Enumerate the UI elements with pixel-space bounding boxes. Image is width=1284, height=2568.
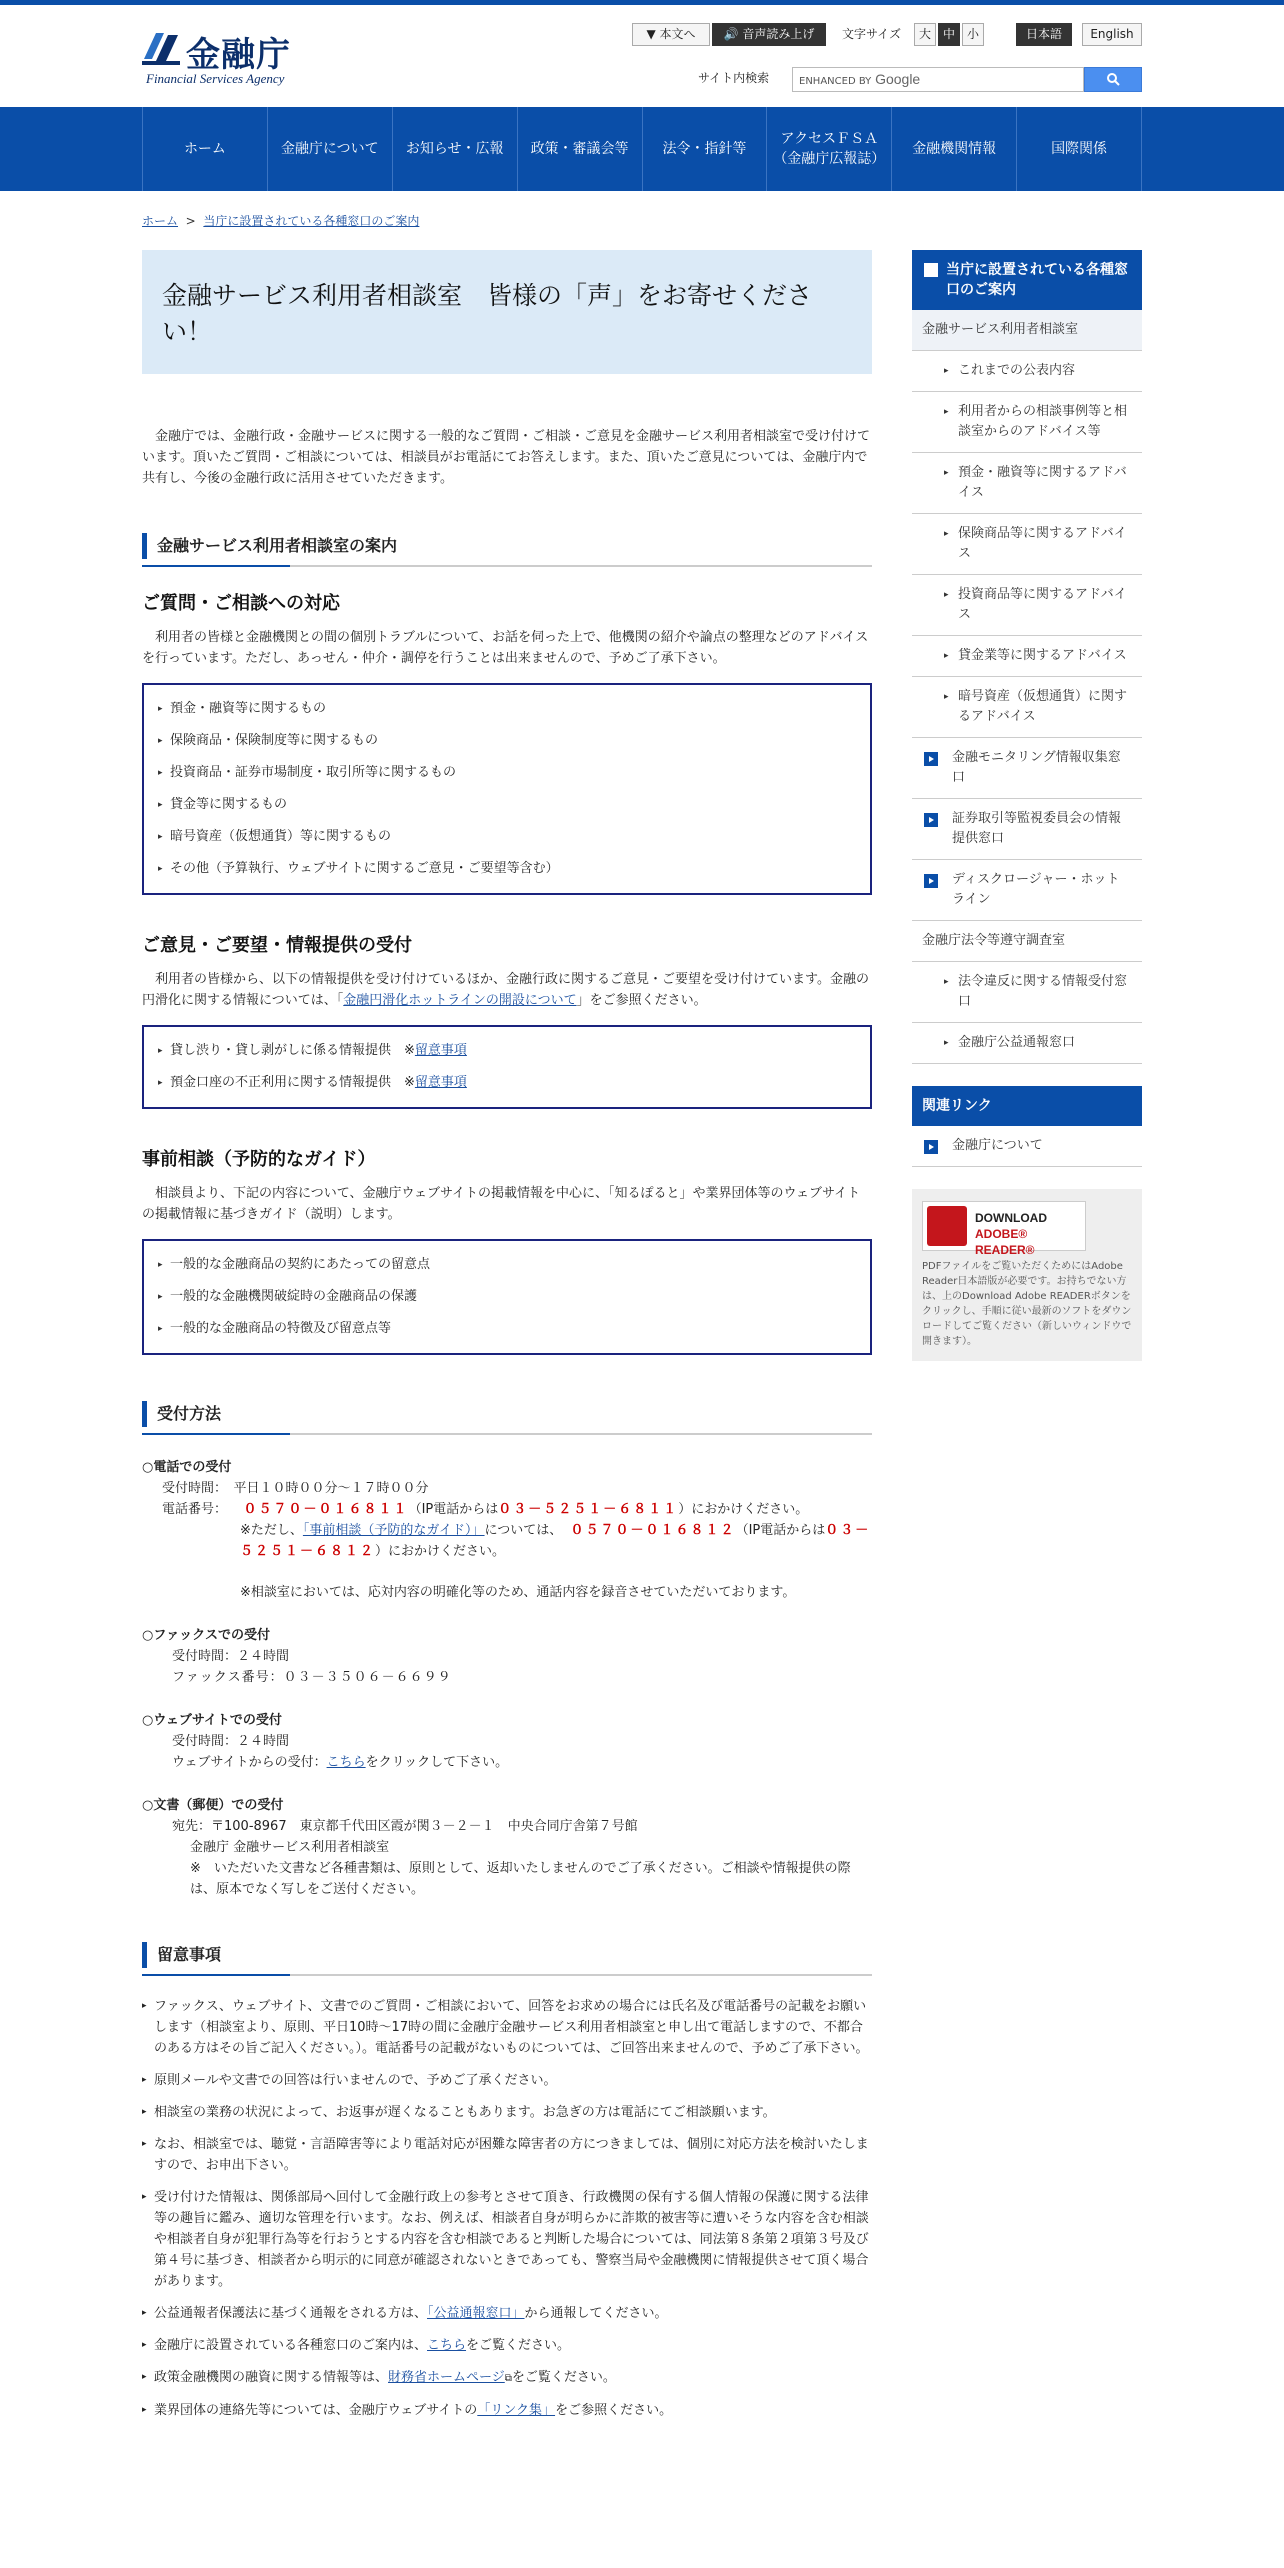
font-size-small-button[interactable]: 小: [962, 23, 984, 46]
sidebar-subitem-6[interactable]: ▸ 暗号資産（仮想通貨）に関するアドバイス: [912, 677, 1142, 738]
list-item: [142, 2303, 872, 2324]
phone-heading: ○電話での受付: [142, 1460, 232, 1475]
adobe-label-line2: ADOBE® READER®: [975, 1227, 1035, 1257]
questions-text: 利用者の皆様と金融機関との間の個別トラブルについて、お話を伺った上で、他機関の紹介や論点の整理などのアドバイスを行っています。ただし、あっせん・仲介・調停を行うことは出来ませんので、予めご了承下さい。: [142, 630, 869, 666]
logo-english-text: Financial Services Agency: [146, 71, 285, 86]
list-item: [158, 1067, 856, 1099]
arrow-box-icon: [924, 1140, 938, 1154]
section-reception: [142, 1401, 872, 1900]
phone-ip-number-2: ０３－５２５１－６８１２: [240, 1523, 871, 1559]
phone-ip-prefix: （IP電話からは: [408, 1502, 499, 1517]
adobe-pdf-icon: [927, 1206, 967, 1246]
sidebar-compliance-item-0[interactable]: ▸ 法令違反に関する情報受付窓口: [912, 962, 1142, 1023]
sidebar-link-label: ディスクロージャー・ホットライン: [952, 872, 1120, 907]
list-item: ▸ 一般的な金融商品の契約にあたっての留意点: [158, 1249, 856, 1281]
mof-link[interactable]: 財務省ホームページ: [388, 2370, 505, 2385]
list-item: ▸ その他（予算執行、ウェブサイトに関するご意見・ご要望等含む）: [158, 853, 856, 885]
adobe-label-line1: DOWNLOAD: [975, 1211, 1047, 1225]
whistleblower-link[interactable]: 「公益通報窓口」: [427, 2306, 525, 2321]
sidebar-link-1[interactable]: [912, 799, 1142, 860]
adobe-note: PDFファイルをご覧いただくためにはAdobe Reader日本語版が必要です。お持ちでない方は、上のDownload Adobe READERボタンをクリックし、手順に従い最新のソフトをダウンロードしてご覧ください（新しいウィンドウで開きます）。: [922, 1261, 1132, 1347]
phone-number: ０５７０－０１６８１１: [243, 1502, 409, 1517]
section-notes: [142, 1942, 872, 2421]
subheading-opinions: ご意見・ご要望・情報提供の受付: [142, 935, 412, 956]
logo-japanese-text: 金融庁: [186, 35, 291, 75]
lang-english-button[interactable]: English: [1082, 23, 1142, 46]
page-title-box: [142, 250, 872, 374]
phone-number-label: 電話番号：: [162, 1502, 228, 1517]
phone-reception: [142, 1457, 872, 1603]
list-item-text: をご参照ください。: [555, 2403, 673, 2418]
adobe-download-button[interactable]: [922, 1201, 1086, 1257]
list-item: ▸ 保険商品・保険制度等に関するもの: [158, 725, 856, 757]
arrow-box-icon: [924, 874, 938, 888]
arrow-box-icon: [924, 752, 938, 766]
list-item: [142, 2335, 872, 2356]
notes-link[interactable]: 留意事項: [414, 1075, 467, 1090]
nav-item-1[interactable]: 金融庁について: [268, 107, 393, 191]
web-reception: [142, 1710, 872, 1773]
sidebar-subitem-1[interactable]: ▸ 利用者からの相談事例等と相談室からのアドバイス等: [912, 392, 1142, 453]
fax-hours: 受付時間：２４時間: [172, 1649, 290, 1664]
section-guide: [142, 533, 872, 1355]
fax-number: ファックス番号：０３－３５０６－６６９９: [172, 1670, 452, 1685]
list-item-text: をご覧ください。: [511, 2370, 616, 2385]
nav-item-0[interactable]: ホーム: [143, 107, 268, 191]
web-form-link[interactable]: こちら: [326, 1755, 366, 1770]
section-heading-notes: 留意事項: [142, 1942, 872, 1968]
web-text-prefix: ウェブサイトからの受付：: [172, 1755, 327, 1770]
web-text-suffix: をクリックして下さい。: [365, 1755, 509, 1770]
list-item: ▸ 受け付けた情報は、関係部局へ回付して金融行政上の参考とさせて頂き、行政機関の保有する個人情報の保護に関する法律等の趣旨に鑑み、適切な管理を行います。なお、例えば、相談者自身が明らかに詐欺的被害等に遭いそうな内容を含む相談や相談者自身が犯罪行為等を行おうとする内容を含む相談であると判断した場合については、同法第８条第２項第３号及び第４号に基づき、相談者から明示的に同意が確認されないときであっても、警察当局や金融機関に情報提供させて頂く場合があります。: [142, 2187, 872, 2292]
list-item-text: から通報してください。: [524, 2306, 668, 2321]
phone-ip-suffix: ）におかけください。: [678, 1502, 809, 1517]
list-item-text: 政策金融機関の融資に関する情報等は、: [154, 2370, 389, 2385]
web-text: [142, 1752, 872, 1773]
mail-heading: ○文書（郵便）での受付: [142, 1798, 284, 1813]
font-size-large-button[interactable]: 大: [914, 23, 936, 46]
questions-list: [142, 683, 872, 895]
related-links-heading: 関連リンク: [912, 1086, 1142, 1126]
sidebar-subitem-4[interactable]: ▸ 投資商品等に関するアドバイス: [912, 575, 1142, 636]
list-item-text: 預金口座の不正利用に関する情報提供 ※: [170, 1075, 415, 1090]
voice-reader-button[interactable]: [712, 23, 826, 46]
speaker-icon: 🔊: [723, 27, 739, 41]
heading-underline: [142, 565, 872, 567]
list-item: ▸ 暗号資産（仮想通貨）等に関するもの: [158, 821, 856, 853]
links-collection-link[interactable]: 「リンク集」: [477, 2403, 556, 2418]
opinions-text-part2: 」をご参照ください。: [576, 993, 707, 1008]
sidebar-link-2[interactable]: [912, 860, 1142, 921]
guide-text: 相談員より、下記の内容について、金融庁ウェブサイトの掲載情報を中心に、「知るぽると」や業界団体等のウェブサイトの掲載情報に基づきガイド（説明）します。: [142, 1186, 861, 1222]
nav-item-5[interactable]: アクセスＦＳＡ （金融庁広報誌）: [767, 107, 892, 191]
fax-heading: ○ファックスでの受付: [142, 1628, 270, 1643]
font-size-medium-button[interactable]: 中: [938, 23, 960, 46]
list-item: [142, 2400, 872, 2421]
sidebar-subitem-2[interactable]: ▸ 預金・融資等に関するアドバイス: [912, 453, 1142, 514]
phone-note-mid: については、: [484, 1523, 563, 1538]
sidebar-compliance-item-1[interactable]: ▸ 金融庁公益通報窓口: [912, 1023, 1142, 1064]
list-item-text: をご覧ください。: [466, 2338, 571, 2353]
list-item: ▸ ファックス、ウェブサイト、文書でのご質問・ご相談において、回答をお求めの場合には氏名及び電話番号の記載をお願いします（相談室より、原則、平日10時～17時の間に金融庁金融サービス利用者相談室と申し出て電話しますので、不都合のある方はその旨ご記入ください。）。電話番号の記載がないものについては、ご回答出来ませんので、予めご了承下さい。: [142, 1996, 872, 2059]
phone-guide-note: [142, 1520, 872, 1562]
list-item: ▸ 預金・融資等に関するもの: [158, 693, 856, 725]
breadcrumb-home-link[interactable]: ホーム: [142, 214, 179, 228]
notes-link[interactable]: 留意事項: [414, 1043, 467, 1058]
list-item: ▸ なお、相談室では、聴覚・言語障害等により電話対応が困難な障害者の方につきましては、個別に対応方法を検討いたしますので、お申出下さい。: [142, 2134, 872, 2176]
notes-list: [142, 1996, 872, 2421]
list-item: ▸ 原則メールや文書での回答は行いませんので、予めご了承ください。: [142, 2070, 872, 2091]
subheading-guide: 事前相談（予防的なガイド）: [142, 1149, 376, 1170]
site-search-input[interactable]: [792, 67, 1084, 92]
sidebar-subitem-3[interactable]: ▸ 保険商品等に関するアドバイス: [912, 514, 1142, 575]
prior-consultation-link[interactable]: 「事前相談（予防的なガイド）」: [302, 1523, 485, 1538]
list-item-text: 業界団体の連絡先等については、金融庁ウェブサイトの: [154, 2403, 478, 2418]
nav-item-3[interactable]: 政策・審議会等: [518, 107, 643, 191]
site-header: [0, 5, 1284, 108]
list-item: [158, 1035, 856, 1067]
adobe-reader-box: [912, 1189, 1142, 1361]
mail-address: 宛先：〒100-8967 東京都千代田区霞が関３－２－１ 中央合同庁舎第７号館: [172, 1819, 638, 1834]
minus-box-icon: [924, 263, 938, 277]
list-item: ▸ 相談室の業務の状況によって、お返事が遅くなることもあります。お急ぎの方は電話にてご相談願います。: [142, 2102, 872, 2123]
lang-japanese-button[interactable]: 日本語: [1016, 23, 1072, 46]
fsa-logo[interactable]: [142, 27, 312, 87]
mail-note: ※ いただいた文書など各種書類は、原則として、返却いたしませんのでご了承ください。ご相談や情報提供の際は、原本でなく写しをご送付ください。: [190, 1861, 851, 1897]
phone-ip-prefix-2: （IP電話からは: [735, 1523, 826, 1538]
mail-reception: [142, 1795, 872, 1900]
search-button[interactable]: [1084, 67, 1142, 92]
subheading-questions: ご質問・ご相談への対応: [142, 593, 340, 614]
nav-item-4[interactable]: 法令・指針等: [643, 107, 768, 191]
sidebar-item-consultation-office[interactable]: 金融サービス利用者相談室: [912, 310, 1142, 351]
list-item: ▸ 投資商品・証券市場制度・取引所等に関するもの: [158, 757, 856, 789]
fsa-logo-mark-icon: [142, 29, 182, 67]
heading-underline: [142, 1433, 872, 1435]
web-heading: ○ウェブサイトでの受付: [142, 1713, 282, 1728]
list-item: ▸ 貸金等に関するもの: [158, 789, 856, 821]
sidebar: [912, 250, 1142, 1361]
external-link-icon: ⧉: [504, 2373, 512, 2384]
breadcrumb: [142, 212, 419, 229]
phone-ip-number: ０３－５２５１－６８１１: [498, 1502, 679, 1517]
opinions-list: [142, 1025, 872, 1109]
guide-list: [142, 1239, 872, 1355]
list-item-text: 貸し渋り・貸し剥がしに係る情報提供 ※: [170, 1043, 415, 1058]
opinions-text: [142, 969, 872, 1011]
list-item: [142, 2367, 872, 2389]
sidebar-subitem-5[interactable]: ▸ 貸金業等に関するアドバイス: [912, 636, 1142, 677]
phone-note-end: ）におかけください。: [375, 1544, 506, 1559]
sidebar-link-label: 金融モニタリング情報収集窓口: [952, 750, 1121, 785]
breadcrumb-current-link[interactable]: 当庁に設置されている各種窓口のご案内: [203, 214, 420, 228]
list-item: ▸ 一般的な金融商品の特徴及び留意点等: [158, 1313, 856, 1345]
intro-text: 金融庁では、金融行政・金融サービスに関する一般的なご質問・ご相談・ご意見を金融サービス利用者相談室で受け付けています。頂いたご質問・ご相談については、相談員がお電話にてお答えします。また、頂いたご意見については、金融庁内で共有し、今後の金融行政に活用させていただきます。: [142, 429, 871, 486]
web-hours: 受付時間：２４時間: [172, 1734, 290, 1749]
breadcrumb-separator: >: [185, 214, 196, 228]
main-content: [142, 250, 872, 2432]
search-google-text: Google: [875, 71, 921, 87]
list-item-text: 金融庁に設置されている各種窓口のご案内は、: [154, 2338, 428, 2353]
nav-item-7[interactable]: 国際関係: [1017, 107, 1142, 191]
section-heading-reception: 受付方法: [142, 1401, 872, 1427]
search-placeholder: ENHANCED BY: [799, 76, 872, 87]
opinions-text-part1: 利用者の皆様から、以下の情報提供を受け付けているほか、金融行政に関するご意見・ご要望を受け付けています。金融の円滑化に関する情報については、「: [142, 972, 869, 1008]
skip-to-content-button[interactable]: ▼ 本文へ: [632, 23, 710, 46]
page-title: 金融サービス利用者相談室 皆様の「声」をお寄せください！: [162, 281, 813, 346]
sidebar-heading-label: 当庁に設置されている各種窓口のご案内: [946, 262, 1128, 298]
sidebar-item-compliance-office[interactable]: 金融庁法令等遵守調査室: [912, 921, 1142, 962]
search-icon: [1085, 68, 1143, 91]
voice-reader-label: 音声読み上げ: [742, 27, 815, 41]
font-size-label: 文字サイズ: [842, 27, 902, 41]
list-item: ▸ 一般的な金融機関破綻時の金融商品の保護: [158, 1281, 856, 1313]
windows-guide-link[interactable]: こちら: [427, 2338, 467, 2353]
related-link-0[interactable]: [912, 1126, 1142, 1167]
phone-record-note: ※相談室においては、応対内容の明確化等のため、通話内容を録音させていただいております。: [240, 1585, 796, 1600]
sidebar-link-0[interactable]: [912, 738, 1142, 799]
phone-number-2: ０５７０－０１６８１２: [570, 1523, 736, 1538]
section-heading-guide: 金融サービス利用者相談室の案内: [142, 533, 872, 559]
phone-note-prefix: ※ただし、: [240, 1523, 303, 1538]
list-item-text: 公益通報者保護法に基づく通報をされる方は、: [154, 2306, 428, 2321]
fax-reception: [142, 1625, 872, 1688]
nav-item-6[interactable]: 金融機関情報: [892, 107, 1017, 191]
mail-department: 金融庁 金融サービス利用者相談室: [190, 1840, 390, 1855]
phone-hours: 受付時間： 平日１０時００分～１７時００分: [162, 1481, 429, 1496]
global-nav: [0, 107, 1284, 191]
sidebar-link-label: 証券取引等監視委員会の情報提供窓口: [952, 811, 1122, 846]
sidebar-link-label: 金融庁について: [952, 1138, 1043, 1153]
nav-item-2[interactable]: お知らせ・広報: [393, 107, 518, 191]
sidebar-heading[interactable]: [912, 250, 1142, 310]
sidebar-subitem-0[interactable]: ▸ これまでの公表内容: [912, 351, 1142, 392]
phone-number-row: [142, 1499, 872, 1520]
site-search-label: サイト内検索: [698, 71, 770, 85]
arrow-box-icon: [924, 813, 938, 827]
hotline-link[interactable]: 金融円滑化ホットラインの開設について: [343, 993, 577, 1008]
heading-underline: [142, 1974, 872, 1976]
